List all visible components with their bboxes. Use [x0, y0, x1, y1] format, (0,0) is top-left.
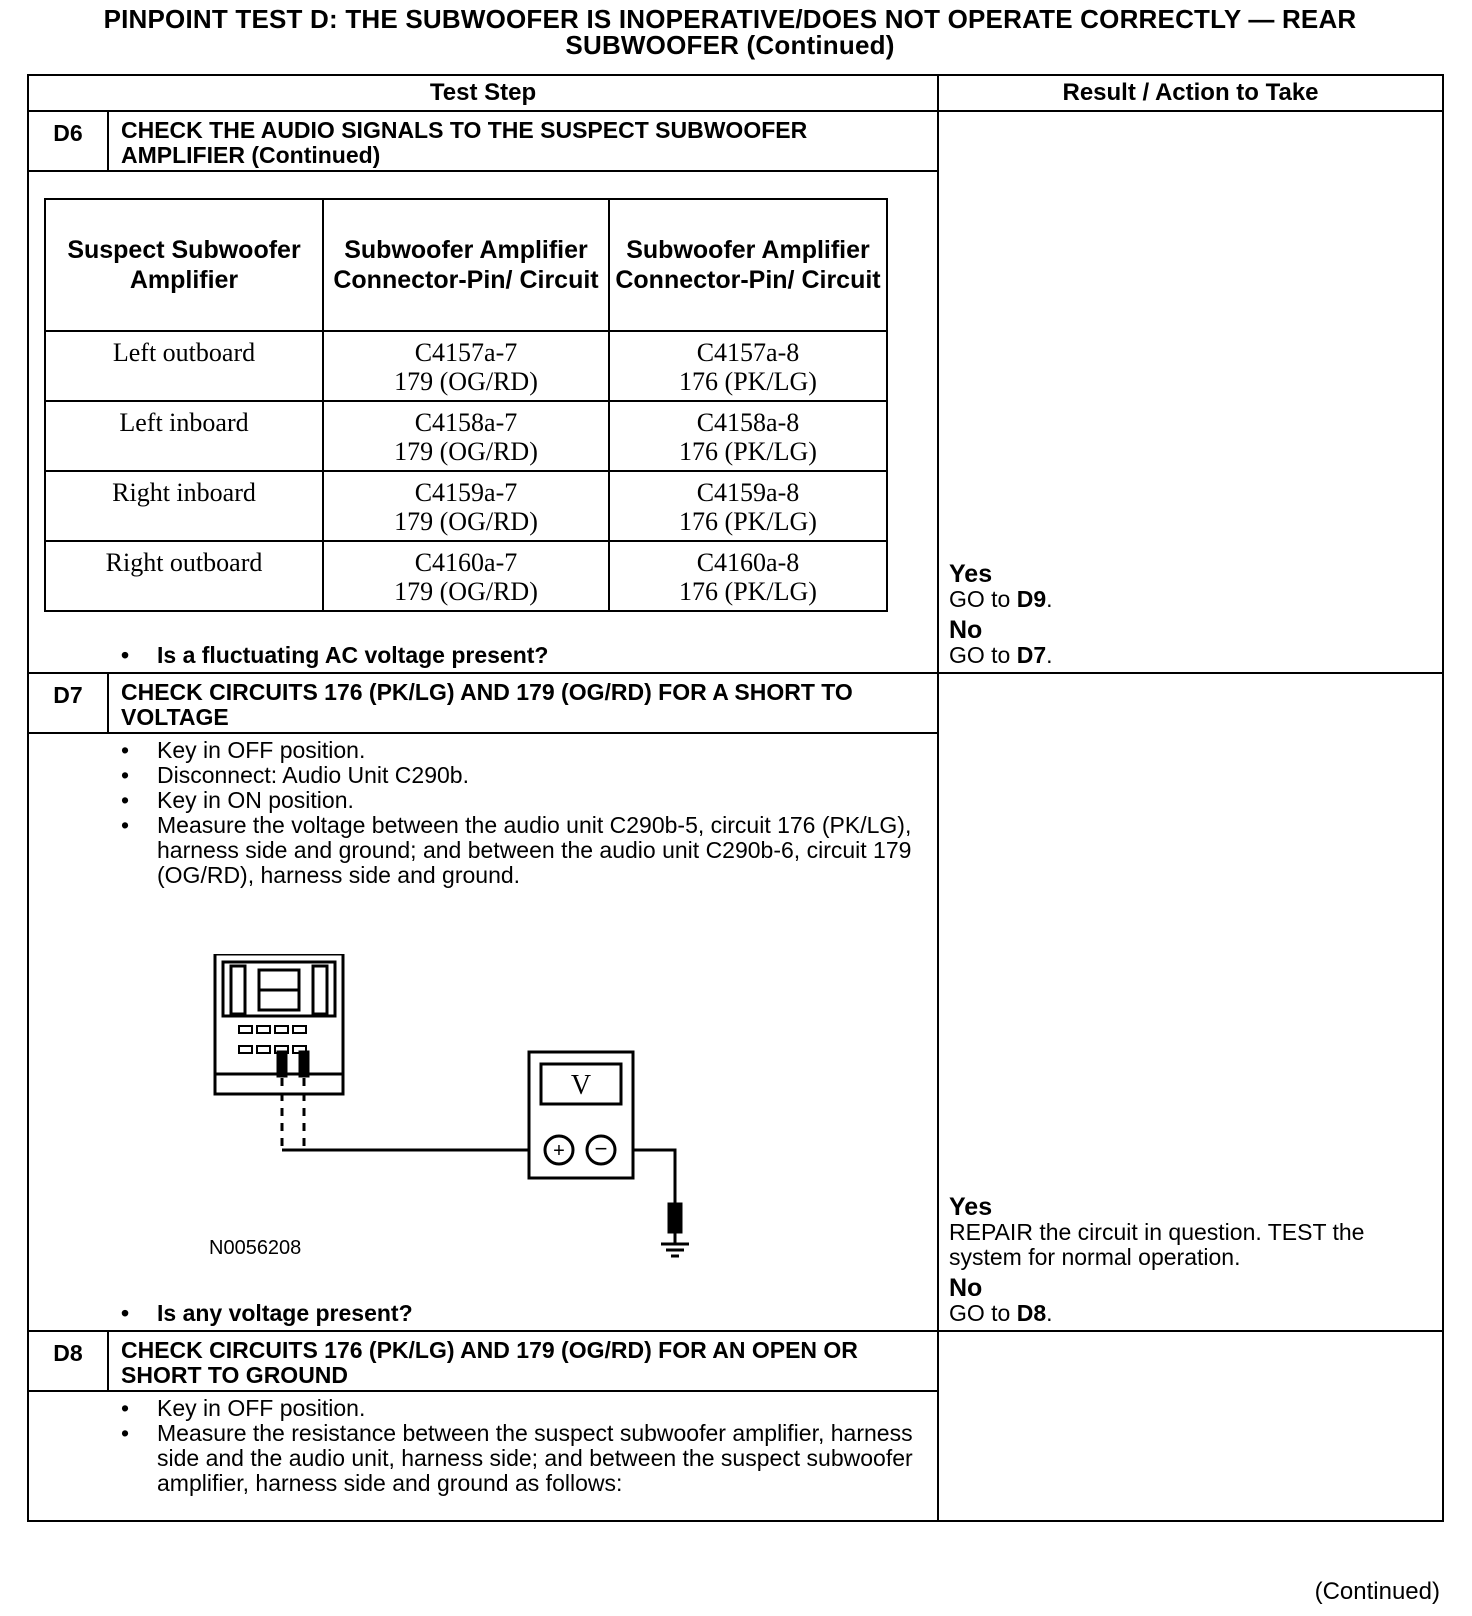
no-action [949, 643, 1432, 668]
pin-cell [609, 331, 887, 401]
instruction-item: • Measure the resistance between the suspect subwoofer amplifier, harness side and the audio unit, harness side; and between the suspect subwoofer amplifier, harness side and ground as follows: [157, 1421, 917, 1496]
step-title: CHECK CIRCUITS 176 (PK/LG) AND 179 (OG/RD) FOR AN OPEN OR SHORT TO GROUND [121, 1337, 858, 1388]
circuit: 179 (OG/RD) [394, 507, 538, 536]
circuit: 179 (OG/RD) [394, 577, 538, 606]
instruction-item: • Key in OFF position. [157, 738, 917, 763]
pin-cell [609, 541, 887, 611]
voltmeter-label: V [570, 1070, 592, 1101]
action-text: GO to [949, 1300, 1017, 1326]
action-text: GO to [949, 642, 1017, 668]
pin-cell [609, 471, 887, 541]
pin-cell [323, 331, 609, 401]
instruction-item: • Disconnect: Audio Unit C290b. [157, 763, 917, 788]
step-row-d8 [29, 1330, 1442, 1520]
pin-cell [323, 471, 609, 541]
step-id: D7 [29, 674, 109, 732]
table-row [45, 331, 887, 401]
goto-link-d8[interactable]: D8 [1016, 1300, 1047, 1326]
step-d7-cell [29, 674, 939, 1330]
no-label: No [949, 1274, 983, 1302]
no-label: No [949, 616, 983, 644]
result-yes-no [949, 562, 1432, 668]
voltmeter-diagram [209, 954, 729, 1264]
circuit: 176 (PK/LG) [679, 577, 817, 606]
step-d6-header [29, 112, 937, 172]
step-instructions [29, 738, 937, 888]
goto-link-d7[interactable]: D7 [1016, 642, 1047, 668]
pin-id: C4157a-7 [414, 338, 518, 367]
page-title-line2: SUBWOOFER (Continued) [565, 30, 895, 60]
step-instructions [29, 1396, 937, 1496]
result-d6-cell [939, 112, 1442, 672]
instruction-item: • Key in OFF position. [157, 1396, 917, 1421]
continued-note: (Continued) [1314, 1578, 1440, 1605]
amp-name: Left outboard [45, 331, 323, 401]
instruction-item: • Key in ON position. [157, 788, 917, 813]
step-row-d7 [29, 672, 1442, 1330]
pin-cell [323, 401, 609, 471]
no-action [949, 1301, 1432, 1326]
goto-link-d9[interactable]: D9 [1016, 586, 1047, 612]
table-header-row [29, 76, 1442, 110]
step-d8-cell [29, 1332, 939, 1520]
instruction-item: • Measure the voltage between the audio unit C290b-5, circuit 176 (PK/LG), harness side and ground; and between the audio unit C290b-6, circuit 179 (OG/RD), harness side and ground. [157, 813, 917, 888]
pin-cell [323, 541, 609, 611]
step-question: • Is a fluctuating AC voltage present? [29, 643, 548, 668]
action-end: . [1046, 586, 1053, 612]
table-row [45, 471, 887, 541]
circuit: 176 (PK/LG) [679, 507, 817, 536]
yes-label: Yes [949, 1193, 993, 1221]
page-title [30, 6, 1430, 58]
step-id: D6 [29, 112, 109, 170]
pin-id: C4157a-8 [696, 338, 800, 367]
circuit: 176 (PK/LG) [679, 367, 817, 396]
pinpoint-test-table [27, 74, 1444, 1522]
amp-name: Right outboard [45, 541, 323, 611]
action-end: . [1046, 1300, 1053, 1326]
amp-name: Left inboard [45, 401, 323, 471]
col-connector-pin-1: Subwoofer Amplifier Connector-Pin/ Circuit [323, 199, 609, 331]
result-d7-cell [939, 674, 1442, 1330]
connector-illustration [215, 954, 343, 1150]
yes-action: REPAIR the circuit in question. TEST the system for normal operation. [949, 1219, 1365, 1270]
result-d8-cell [939, 1332, 1442, 1520]
circuit: 179 (OG/RD) [394, 367, 538, 396]
result-header: Result / Action to Take [1062, 79, 1319, 106]
figure-id: N0056208 [209, 1237, 302, 1259]
step-d8-header [29, 1332, 937, 1392]
step-d7-header [29, 674, 937, 734]
step-title: CHECK CIRCUITS 176 (PK/LG) AND 179 (OG/RD) FOR A SHORT TO VOLTAGE [121, 679, 853, 730]
pin-id: C4160a-7 [414, 548, 518, 577]
pin-cell [609, 401, 887, 471]
pin-id: C4159a-7 [414, 478, 518, 507]
amp-name: Right inboard [45, 471, 323, 541]
page-title-line1: PINPOINT TEST D: THE SUBWOOFER IS INOPERATIVE/DOES NOT OPERATE CORRECTLY — REAR [103, 4, 1357, 34]
pin-id: C4158a-8 [696, 408, 800, 437]
pin-id: C4159a-8 [696, 478, 800, 507]
circuit: 179 (OG/RD) [394, 437, 538, 466]
minus-terminal-icon: − [594, 1136, 608, 1161]
circuit: 176 (PK/LG) [679, 437, 817, 466]
step-d6-cell [29, 112, 939, 672]
table-row [45, 401, 887, 471]
step-row-d6 [29, 110, 1442, 672]
yes-action [949, 587, 1432, 612]
table-header [45, 199, 887, 331]
step-id: D8 [29, 1332, 109, 1390]
step-title: CHECK THE AUDIO SIGNALS TO THE SUSPECT SUBWOOFER AMPLIFIER (Continued) [121, 117, 808, 168]
action-end: . [1046, 642, 1053, 668]
pin-id: C4160a-8 [696, 548, 800, 577]
col-connector-pin-2: Subwoofer Amplifier Connector-Pin/ Circuit [609, 199, 887, 331]
result-yes-no [949, 1195, 1432, 1326]
yes-label: Yes [949, 560, 993, 588]
plus-terminal-icon: + [553, 1140, 565, 1162]
connector-pin-table [44, 198, 888, 612]
step-question: • Is any voltage present? [29, 1301, 413, 1326]
action-text: GO to [949, 586, 1017, 612]
pin-id: C4158a-7 [414, 408, 518, 437]
table-row [45, 541, 887, 611]
test-step-header: Test Step [29, 76, 939, 110]
col-suspect-amplifier: Suspect Subwoofer Amplifier [45, 199, 323, 331]
